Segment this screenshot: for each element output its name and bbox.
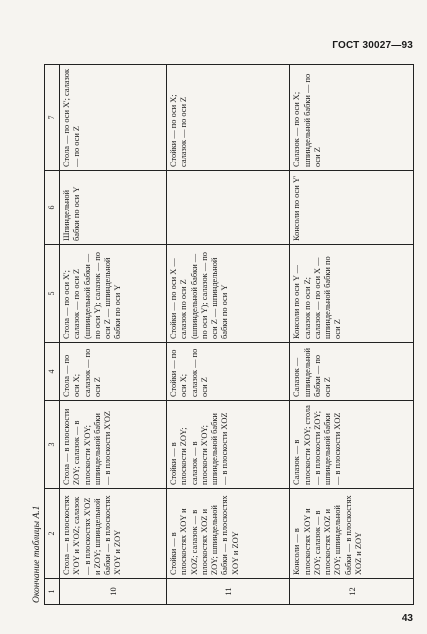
table-cell: Стойки — по оси X; салазок — по оси Z <box>167 65 290 171</box>
row-number: 12 <box>290 579 414 605</box>
page-number: 43 <box>401 613 413 624</box>
document-standard-header: ГОСТ 30027—93 <box>332 40 413 51</box>
row-number: 11 <box>167 579 290 605</box>
table-cell: Стола — в плоскости ZOY; салазок — в плоскости X'OY; шпиндельной бабки — в плоскости X'OZ <box>60 401 167 489</box>
table-cell: Консоли по оси Y — салазок по оси Z; салазок — по оси X — шпиндельной бабки по оси Z <box>290 245 414 343</box>
table-caption: Окончание таблицы А.1 <box>32 505 42 603</box>
table-row <box>167 65 290 605</box>
column-header: 7 <box>45 65 60 171</box>
table-row <box>60 65 167 605</box>
row-number: 10 <box>60 579 167 605</box>
column-header: 4 <box>45 343 60 401</box>
table-cell: Шпиндельной бабки по оси Y <box>60 171 167 245</box>
table-cell: Стойки — в плоскостях XOY и XOZ; салазок — в плоскостях XOZ и ZOY; шпиндельной бабки — в плоскостях XOY и ZOY <box>167 489 290 579</box>
table-cell: Салазок — шпиндельной бабки — по оси Z <box>290 343 414 401</box>
table-header-row <box>45 65 60 605</box>
rotated-table-block <box>30 65 415 605</box>
table-cell: Стола — по оси X'; салазок — по оси Z (шпиндельной бабки — по оси Y); салазок — по оси Z — шпиндельной бабки по оси Y <box>60 245 167 343</box>
column-header: 5 <box>45 245 60 343</box>
table-cell <box>167 171 290 245</box>
table <box>44 64 414 605</box>
table-cell: Стола — по оси X; салазок — по оси Z <box>60 343 167 401</box>
column-header: 1 <box>45 579 60 605</box>
table-row <box>290 65 414 605</box>
table-cell: Стола — по оси X'; салазок — по оси Z <box>60 65 167 171</box>
table-cell: Консоли — в плоскостях XOY и ZOY; салазок — в плоскостях XOZ и ZOY; шпиндельной бабки — в плоскостях XOZ и ZOY <box>290 489 414 579</box>
column-header: 3 <box>45 401 60 489</box>
column-header: 6 <box>45 171 60 245</box>
table-cell: Стойки — по оси X; салазок — по оси Z <box>167 343 290 401</box>
table-cell: Стола — в плоскостях X'OY и X'OZ; салазок — в плоскостях X'OZ и ZOY; шпиндельной бабки — в плоскостях X'OY и ZOY <box>60 489 167 579</box>
table-cell: Стойки — по оси X — салазок по оси Z (шпиндельной бабки — по оси Y); салазок — по оси Z — шпиндельной бабки по оси Y <box>167 245 290 343</box>
table-cell: Стойки — в плоскости ZOY; салазок — в плоскости X'OY; шпиндельной бабки — в плоскости XOZ <box>167 401 290 489</box>
column-header: 2 <box>45 489 60 579</box>
table-cell: Салазок — в плоскости XOY; стола — в плоскости ZOY; шпиндельной бабки — в плоскости XOZ <box>290 401 414 489</box>
table-cell: Консоли по оси Y' <box>290 171 414 245</box>
table-cell: Салазок — по оси X; шпиндельной бабки — по оси Z <box>290 65 414 171</box>
